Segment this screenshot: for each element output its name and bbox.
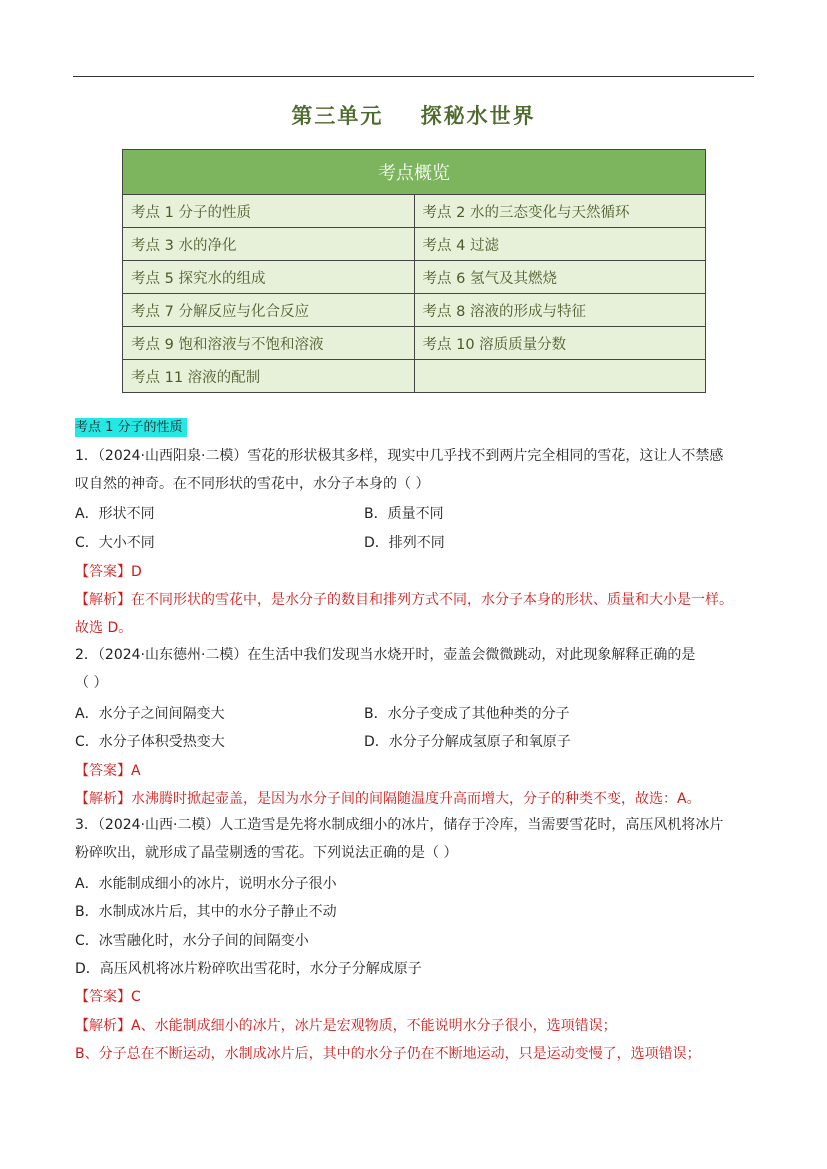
q3-stem-line1: 3．（2024·山西·二模）人工造雪是先将水制成细小的冰片，储存于冷库，当需要雪花时，高压风机将冰片: [75, 817, 724, 833]
q1-answer: 【答案】D: [75, 564, 142, 580]
q1-option-b: B．质量不同: [364, 506, 444, 522]
overview-table: [122, 149, 706, 393]
q3-option-a: A．水能制成细小的冰片，说明水分子很小: [75, 876, 337, 892]
overview-cell: 考点 3 水的净化: [123, 228, 415, 261]
q2-option-a: A．水分子之间间隔变大: [75, 706, 225, 722]
q1-stem-line2: 叹自然的神奇。在不同形状的雪花中，水分子本身的（ ）: [75, 476, 430, 492]
q3-option-d: D．高压风机将冰片粉碎吹出雪花时，水分子分解成原子: [75, 961, 422, 977]
overview-cell: 考点 10 溶质质量分数: [414, 327, 706, 360]
overview-cell: 考点 9 饱和溶液与不饱和溶液: [123, 327, 415, 360]
overview-cell: 考点 11 溶液的配制: [123, 360, 415, 393]
q2-stem-line2: （ ）: [75, 675, 108, 691]
page-title: 第三单元 探秘水世界: [291, 103, 536, 128]
q1-analysis-line2: 故选 D。: [75, 620, 133, 636]
q2-option-d: D．水分子分解成氢原子和氧原子: [364, 734, 571, 750]
q1-stem-line1: 1．（2024·山西阳泉·二模）雪花的形状极其多样，现实中几乎找不到两片完全相同的雪花，这让人不禁感: [75, 448, 724, 464]
q3-analysis-line2: B、分子总在不断运动，水制成冰片后，其中的水分子仍在不断地运动，只是运动变慢了，选项错误；: [75, 1046, 701, 1062]
overview-cell-empty: [414, 360, 706, 393]
q3-analysis-line1: 【解析】A、水能制成细小的冰片，冰片是宏观物质，不能说明水分子很小，选项错误；: [75, 1018, 617, 1034]
overview-cell: 考点 2 水的三态变化与天然循环: [414, 195, 706, 228]
q2-option-c: C．水分子体积受热变大: [75, 734, 225, 750]
overview-cell: 考点 6 氢气及其燃烧: [414, 261, 706, 294]
section-label: 考点 1 分子的性质: [75, 418, 187, 437]
q3-option-c: C．冰雪融化时，水分子间的间隔变小: [75, 933, 309, 949]
q2-stem-line1: 2．（2024·山东德州·二模）在生活中我们发现当水烧开时，壶盖会微微跳动，对此现象解释正确的是: [75, 647, 696, 663]
overview-cell: 考点 4 过滤: [414, 228, 706, 261]
overview-cell: 考点 8 溶液的形成与特征: [414, 294, 706, 327]
overview-cell: 考点 7 分解反应与化合反应: [123, 294, 415, 327]
q3-option-b: B．水制成冰片后，其中的水分子静止不动: [75, 904, 337, 920]
overview-header: 考点概览: [123, 150, 706, 195]
q1-option-d: D．排列不同: [364, 535, 445, 551]
overview-cell: 考点 5 探究水的组成: [123, 261, 415, 294]
q3-stem-line2: 粉碎吹出，就形成了晶莹剔透的雪花。下列说法正确的是（ ）: [75, 845, 458, 861]
q3-answer: 【答案】C: [75, 989, 141, 1005]
q1-option-a: A．形状不同: [75, 506, 155, 522]
q2-option-b: B．水分子变成了其他种类的分子: [364, 706, 570, 722]
q1-option-c: C．大小不同: [75, 535, 155, 551]
overview-cell: 考点 1 分子的性质: [123, 195, 415, 228]
header-rule: [73, 76, 754, 77]
q2-analysis-line1: 【解析】水沸腾时掀起壶盖，是因为水分子间的间隔随温度升高而增大，分子的种类不变，故选：A。: [75, 791, 701, 807]
q1-analysis-line1: 【解析】在不同形状的雪花中，是水分子的数目和排列方式不同，水分子本身的形状、质量和大小是一样。: [75, 592, 733, 608]
q2-answer: 【答案】A: [75, 763, 141, 779]
